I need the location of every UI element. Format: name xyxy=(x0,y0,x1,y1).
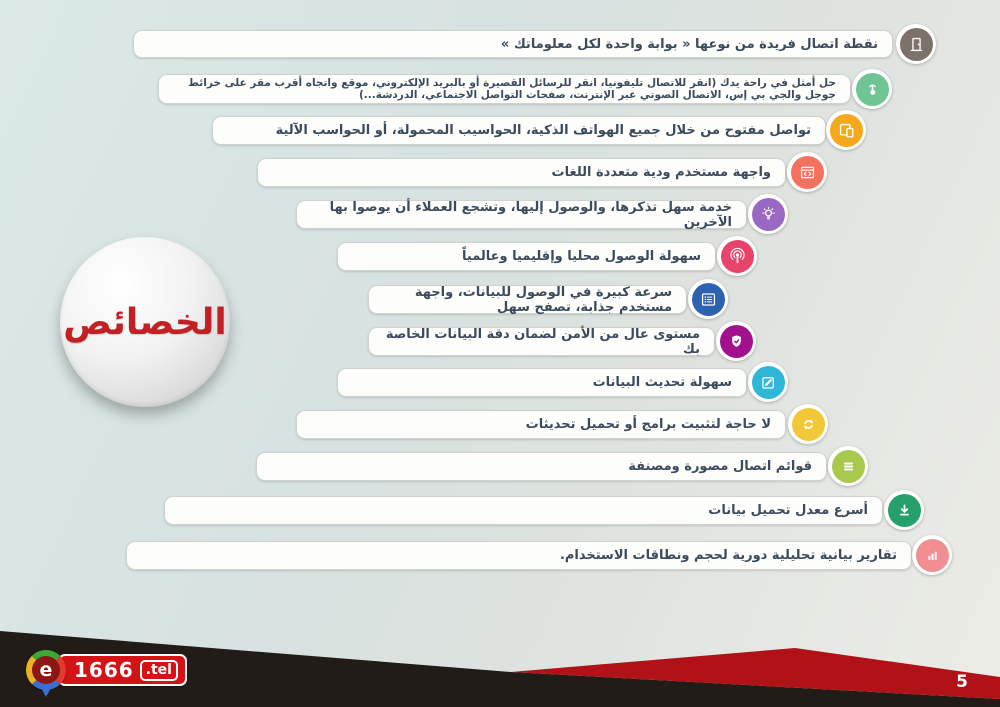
feature-icon-badge xyxy=(748,194,788,234)
podcast-icon xyxy=(721,240,754,273)
feature-icon-badge xyxy=(826,110,866,150)
feature-icon-badge xyxy=(688,279,728,319)
logo-1666tel xyxy=(26,650,187,690)
devices-icon xyxy=(830,114,863,147)
logo-letter: e xyxy=(32,656,60,684)
logo-pin-icon xyxy=(26,650,66,690)
browser-window-icon xyxy=(791,156,824,189)
feature-text: خدمة سهل تذكرها، والوصول إليها، وتشجع العملاء أن يوصوا بها الآخرين xyxy=(329,199,732,230)
feature-bar xyxy=(368,285,687,314)
feature-text: سرعة كبيرة في الوصول للبيانات، واجهة مستخدم جذابة، تصفح سهل xyxy=(414,284,672,315)
feature-text: لا حاجة لتثبيت برامج أو تحميل تحديثات xyxy=(525,417,771,432)
feature-bar xyxy=(158,74,851,104)
sync-arrows-icon xyxy=(792,408,825,441)
feature-bar xyxy=(133,30,893,58)
feature-text: نقطة اتصال فريدة من نوعها « بوابة واحدة لكل معلوماتك » xyxy=(500,36,878,52)
feature-text: مستوى عال من الأمن لضمان دقة البيانات الخاصة بك xyxy=(385,326,700,357)
feature-bar xyxy=(212,116,826,145)
door-icon xyxy=(900,28,933,61)
lightbulb-icon xyxy=(752,198,785,231)
menu-lines-icon xyxy=(832,450,865,483)
feature-icon-badge xyxy=(884,490,924,530)
feature-text: سهولة الوصول محليا وإقليميا وعالمياً xyxy=(462,249,701,264)
feature-icon-badge xyxy=(717,236,757,276)
feature-bar xyxy=(337,242,716,271)
feature-bar xyxy=(164,496,883,525)
feature-text: قوائم اتصال مصورة ومصنفة xyxy=(628,459,812,474)
feature-text: سهولة تحديث البيانات xyxy=(592,375,732,390)
logo-tld: .tel xyxy=(140,660,178,681)
page-number: 5 xyxy=(956,672,968,692)
download-icon xyxy=(888,494,921,527)
feature-text: تواصل مفتوح من خلال جميع الهواتف الذكية، الحواسيب المحمولة، أو الحواسب الآلية xyxy=(275,123,811,138)
feature-text: أسرع معدل تحميل بيانات xyxy=(708,503,868,518)
feature-icon-badge xyxy=(828,446,868,486)
feature-text: حل أمثل في راحة يدك (انقر للاتصال تليفونيا، انقر للرسائل القصيرة أو بالبريد الإلكتروني، موقع واتجاه أقرب مقر على خرائط جوجل والجي بي إس، الاتصال الصوتي عبر الإنترنت، صفحات التواصل الاجتماعي، الدردشة...) xyxy=(188,77,836,101)
feature-bar xyxy=(296,200,747,229)
feature-icon-badge xyxy=(716,321,756,361)
feature-text: تقارير بيانية تحليلية دورية لحجم ونطاقات الاستخدام. xyxy=(559,548,897,563)
logo-badge xyxy=(58,654,187,686)
feature-icon-badge xyxy=(896,24,936,64)
feature-bar xyxy=(126,541,912,570)
feature-text: واجهة مستخدم ودية متعددة اللغات xyxy=(551,165,771,180)
feature-icon-badge xyxy=(852,69,892,109)
feature-icon-badge xyxy=(788,404,828,444)
edit-pencil-icon xyxy=(752,366,785,399)
feature-icon-badge xyxy=(748,362,788,402)
feature-bar xyxy=(368,327,715,356)
tap-click-icon xyxy=(856,73,889,106)
bar-chart-icon xyxy=(916,539,949,572)
shield-check-icon xyxy=(720,325,753,358)
feature-bar xyxy=(337,368,747,397)
feature-icon-badge xyxy=(787,152,827,192)
feature-bar xyxy=(256,452,827,481)
logo-number: 1666 xyxy=(74,658,134,682)
feature-icon-badge xyxy=(912,535,952,575)
form-list-icon xyxy=(692,283,725,316)
title-circle xyxy=(60,237,230,407)
logo-pin-tail-icon xyxy=(40,686,52,697)
feature-bar xyxy=(296,410,786,439)
feature-bar xyxy=(257,158,786,187)
page-title: الخصائص xyxy=(63,301,227,343)
